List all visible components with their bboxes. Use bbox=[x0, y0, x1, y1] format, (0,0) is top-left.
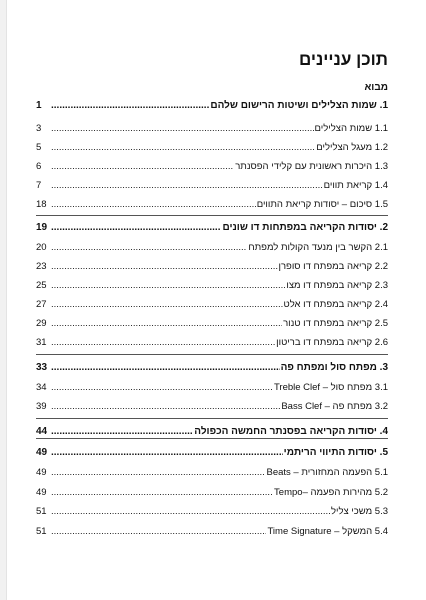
page-number: 1 bbox=[36, 100, 42, 111]
entry-title: קריאה במפתח דו בריטון bbox=[276, 337, 373, 348]
entry-spacer bbox=[372, 317, 375, 331]
dot-leader bbox=[51, 336, 275, 350]
chapter-entry[interactable] bbox=[36, 446, 388, 460]
dot-leader bbox=[51, 198, 256, 212]
entry-number: 1.1 bbox=[374, 123, 388, 134]
entry-number: 2.3 bbox=[374, 280, 388, 291]
entry-title: הפעמה המחזורית – Beats bbox=[266, 467, 373, 478]
chapter-divider bbox=[36, 215, 388, 216]
dot-leader bbox=[51, 400, 280, 414]
section-entry[interactable] bbox=[36, 122, 388, 136]
entry-spacer bbox=[377, 99, 380, 113]
entry-number: 1.2 bbox=[374, 142, 388, 153]
entry-spacer bbox=[372, 122, 375, 136]
dot-leader bbox=[51, 241, 247, 255]
section-entry[interactable] bbox=[36, 505, 388, 519]
entry-number: 2. bbox=[379, 222, 388, 233]
entry-title: יסודות הקריאה בפסנתר החמשה הכפולה bbox=[194, 426, 377, 437]
entry-title: יסודות התיווי הריתמי bbox=[283, 447, 377, 458]
entry-title: המשקל – Time Signature bbox=[267, 526, 373, 537]
page-title: תוכן עניינים bbox=[298, 50, 388, 69]
entry-spacer bbox=[372, 241, 375, 255]
section-entry[interactable] bbox=[36, 179, 388, 193]
page-number: 44 bbox=[36, 426, 48, 437]
entry-title: קריאה במפתח דו מצו bbox=[286, 280, 373, 291]
dot-leader bbox=[51, 279, 285, 293]
page-number: 19 bbox=[36, 222, 48, 233]
chapter-divider bbox=[36, 438, 388, 439]
page-number: 51 bbox=[36, 526, 47, 537]
entry-spacer bbox=[372, 486, 375, 500]
page-number: 49 bbox=[36, 487, 47, 498]
section-entry[interactable] bbox=[36, 260, 388, 274]
dot-leader bbox=[51, 122, 314, 136]
chapter-entry[interactable] bbox=[36, 221, 388, 235]
entry-number: 5.4 bbox=[374, 526, 388, 537]
chapter-divider bbox=[36, 354, 388, 355]
entry-title: קריאת תווים bbox=[323, 180, 373, 191]
entry-title: מעגל הצלילים bbox=[316, 142, 373, 153]
entry-number: 3. bbox=[379, 362, 388, 373]
page-number: 20 bbox=[36, 242, 47, 253]
entry-spacer bbox=[372, 400, 375, 414]
entry-title: מפתח פה – Bass Clef bbox=[281, 401, 373, 412]
entry-spacer bbox=[377, 425, 380, 439]
entry-number: 2.2 bbox=[374, 261, 388, 272]
chapter-divider bbox=[36, 418, 388, 419]
entry-spacer bbox=[372, 198, 375, 212]
section-entry[interactable] bbox=[36, 298, 388, 312]
entry-number: 1.4 bbox=[374, 180, 388, 191]
entry-spacer bbox=[372, 179, 375, 193]
entry-number: 1.3 bbox=[374, 161, 388, 172]
toc-intro: מבוא bbox=[364, 82, 388, 93]
page-number: 31 bbox=[36, 337, 47, 348]
entry-title: סיכום – יסודות קריאת התווים bbox=[256, 199, 373, 210]
dot-leader bbox=[51, 425, 193, 439]
dot-leader bbox=[51, 361, 280, 375]
entry-spacer bbox=[377, 221, 380, 235]
chapter-entry[interactable] bbox=[36, 425, 388, 439]
entry-spacer bbox=[372, 336, 375, 350]
entry-number: 3.1 bbox=[374, 382, 388, 393]
dot-leader bbox=[51, 446, 283, 460]
entry-spacer bbox=[372, 160, 375, 174]
section-entry[interactable] bbox=[36, 486, 388, 500]
page-number: 3 bbox=[36, 123, 42, 134]
dot-leader bbox=[51, 99, 209, 113]
page-number: 29 bbox=[36, 318, 47, 329]
page-number: 5 bbox=[36, 142, 42, 153]
entry-spacer bbox=[372, 466, 375, 480]
section-entry[interactable] bbox=[36, 160, 388, 174]
entry-spacer bbox=[372, 381, 375, 395]
entry-title: קריאה במפתח דו סופרן bbox=[278, 261, 373, 272]
entry-number: 5.1 bbox=[374, 467, 388, 478]
entry-number: 2.5 bbox=[374, 318, 388, 329]
entry-title: היכרות ראשונית עם קלידי הפסנתר bbox=[235, 161, 373, 172]
entry-spacer bbox=[372, 279, 375, 293]
entry-spacer bbox=[372, 260, 375, 274]
entry-number: 2.6 bbox=[374, 337, 388, 348]
page-number: 7 bbox=[36, 180, 42, 191]
dot-leader bbox=[51, 466, 265, 480]
dot-leader bbox=[51, 525, 266, 539]
dot-leader bbox=[51, 317, 282, 331]
entry-title: שמות הצלילים bbox=[314, 123, 373, 134]
entry-title: קריאה במפתח דו טנור bbox=[283, 318, 373, 329]
dot-leader bbox=[51, 179, 323, 193]
section-entry[interactable] bbox=[36, 466, 388, 480]
entry-number: 5.2 bbox=[374, 487, 388, 498]
entry-title: שמות הצלילים ושיטות הרישום שלהם bbox=[210, 100, 377, 111]
section-entry[interactable] bbox=[36, 525, 388, 539]
entry-title: הקשר בין מנעד הקולות למפתח bbox=[248, 242, 373, 253]
chapter-entry[interactable] bbox=[36, 99, 388, 113]
section-entry[interactable] bbox=[36, 141, 388, 155]
section-entry[interactable] bbox=[36, 400, 388, 414]
page-number: 39 bbox=[36, 401, 47, 412]
page-edge bbox=[0, 0, 7, 600]
entry-title: מפתח סול – Treble Clef bbox=[273, 382, 373, 393]
dot-leader bbox=[51, 160, 234, 174]
entry-number: 5.3 bbox=[374, 506, 388, 517]
entry-title: יסודות הקריאה במפתחות דו שונים bbox=[222, 222, 377, 233]
page-number: 6 bbox=[36, 161, 42, 172]
page-number: 25 bbox=[36, 280, 47, 291]
chapter-entry[interactable] bbox=[36, 361, 388, 375]
page-number: 33 bbox=[36, 362, 48, 373]
section-entry[interactable] bbox=[36, 317, 388, 331]
dot-leader bbox=[51, 505, 330, 519]
section-entry[interactable] bbox=[36, 241, 388, 255]
entry-spacer bbox=[372, 505, 375, 519]
entry-spacer bbox=[377, 446, 380, 460]
dot-leader bbox=[51, 298, 283, 312]
entry-spacer bbox=[372, 141, 375, 155]
entry-number: 2.1 bbox=[374, 242, 388, 253]
entry-title: מפתח סול ומפתח פה bbox=[280, 362, 377, 373]
entry-title: מהירות הפעמה –Tempo bbox=[274, 487, 373, 498]
page-number: 34 bbox=[36, 382, 47, 393]
dot-leader bbox=[51, 141, 315, 155]
section-entry[interactable] bbox=[36, 381, 388, 395]
entry-number: 3.2 bbox=[374, 401, 388, 412]
entry-spacer bbox=[372, 525, 375, 539]
entry-spacer bbox=[372, 298, 375, 312]
entry-number: 1.5 bbox=[374, 199, 388, 210]
page-number: 49 bbox=[36, 467, 47, 478]
dot-leader bbox=[51, 260, 278, 274]
section-entry[interactable] bbox=[36, 279, 388, 293]
entry-number: 2.4 bbox=[374, 299, 388, 310]
entry-number: 4. bbox=[379, 426, 388, 437]
entry-title: משכי צליל bbox=[330, 506, 373, 517]
section-entry[interactable] bbox=[36, 198, 388, 212]
page-number: 18 bbox=[36, 199, 47, 210]
dot-leader bbox=[51, 221, 221, 235]
page-number: 49 bbox=[36, 447, 48, 458]
section-entry[interactable] bbox=[36, 336, 388, 350]
page-number: 51 bbox=[36, 506, 47, 517]
entry-number: 5. bbox=[379, 447, 388, 458]
page-number: 27 bbox=[36, 299, 47, 310]
entry-title: קריאה במפתח דו אלט bbox=[283, 299, 373, 310]
dot-leader bbox=[51, 381, 273, 395]
entry-spacer bbox=[377, 361, 380, 375]
page-number: 23 bbox=[36, 261, 47, 272]
dot-leader bbox=[51, 486, 273, 500]
entry-number: 1. bbox=[379, 100, 388, 111]
